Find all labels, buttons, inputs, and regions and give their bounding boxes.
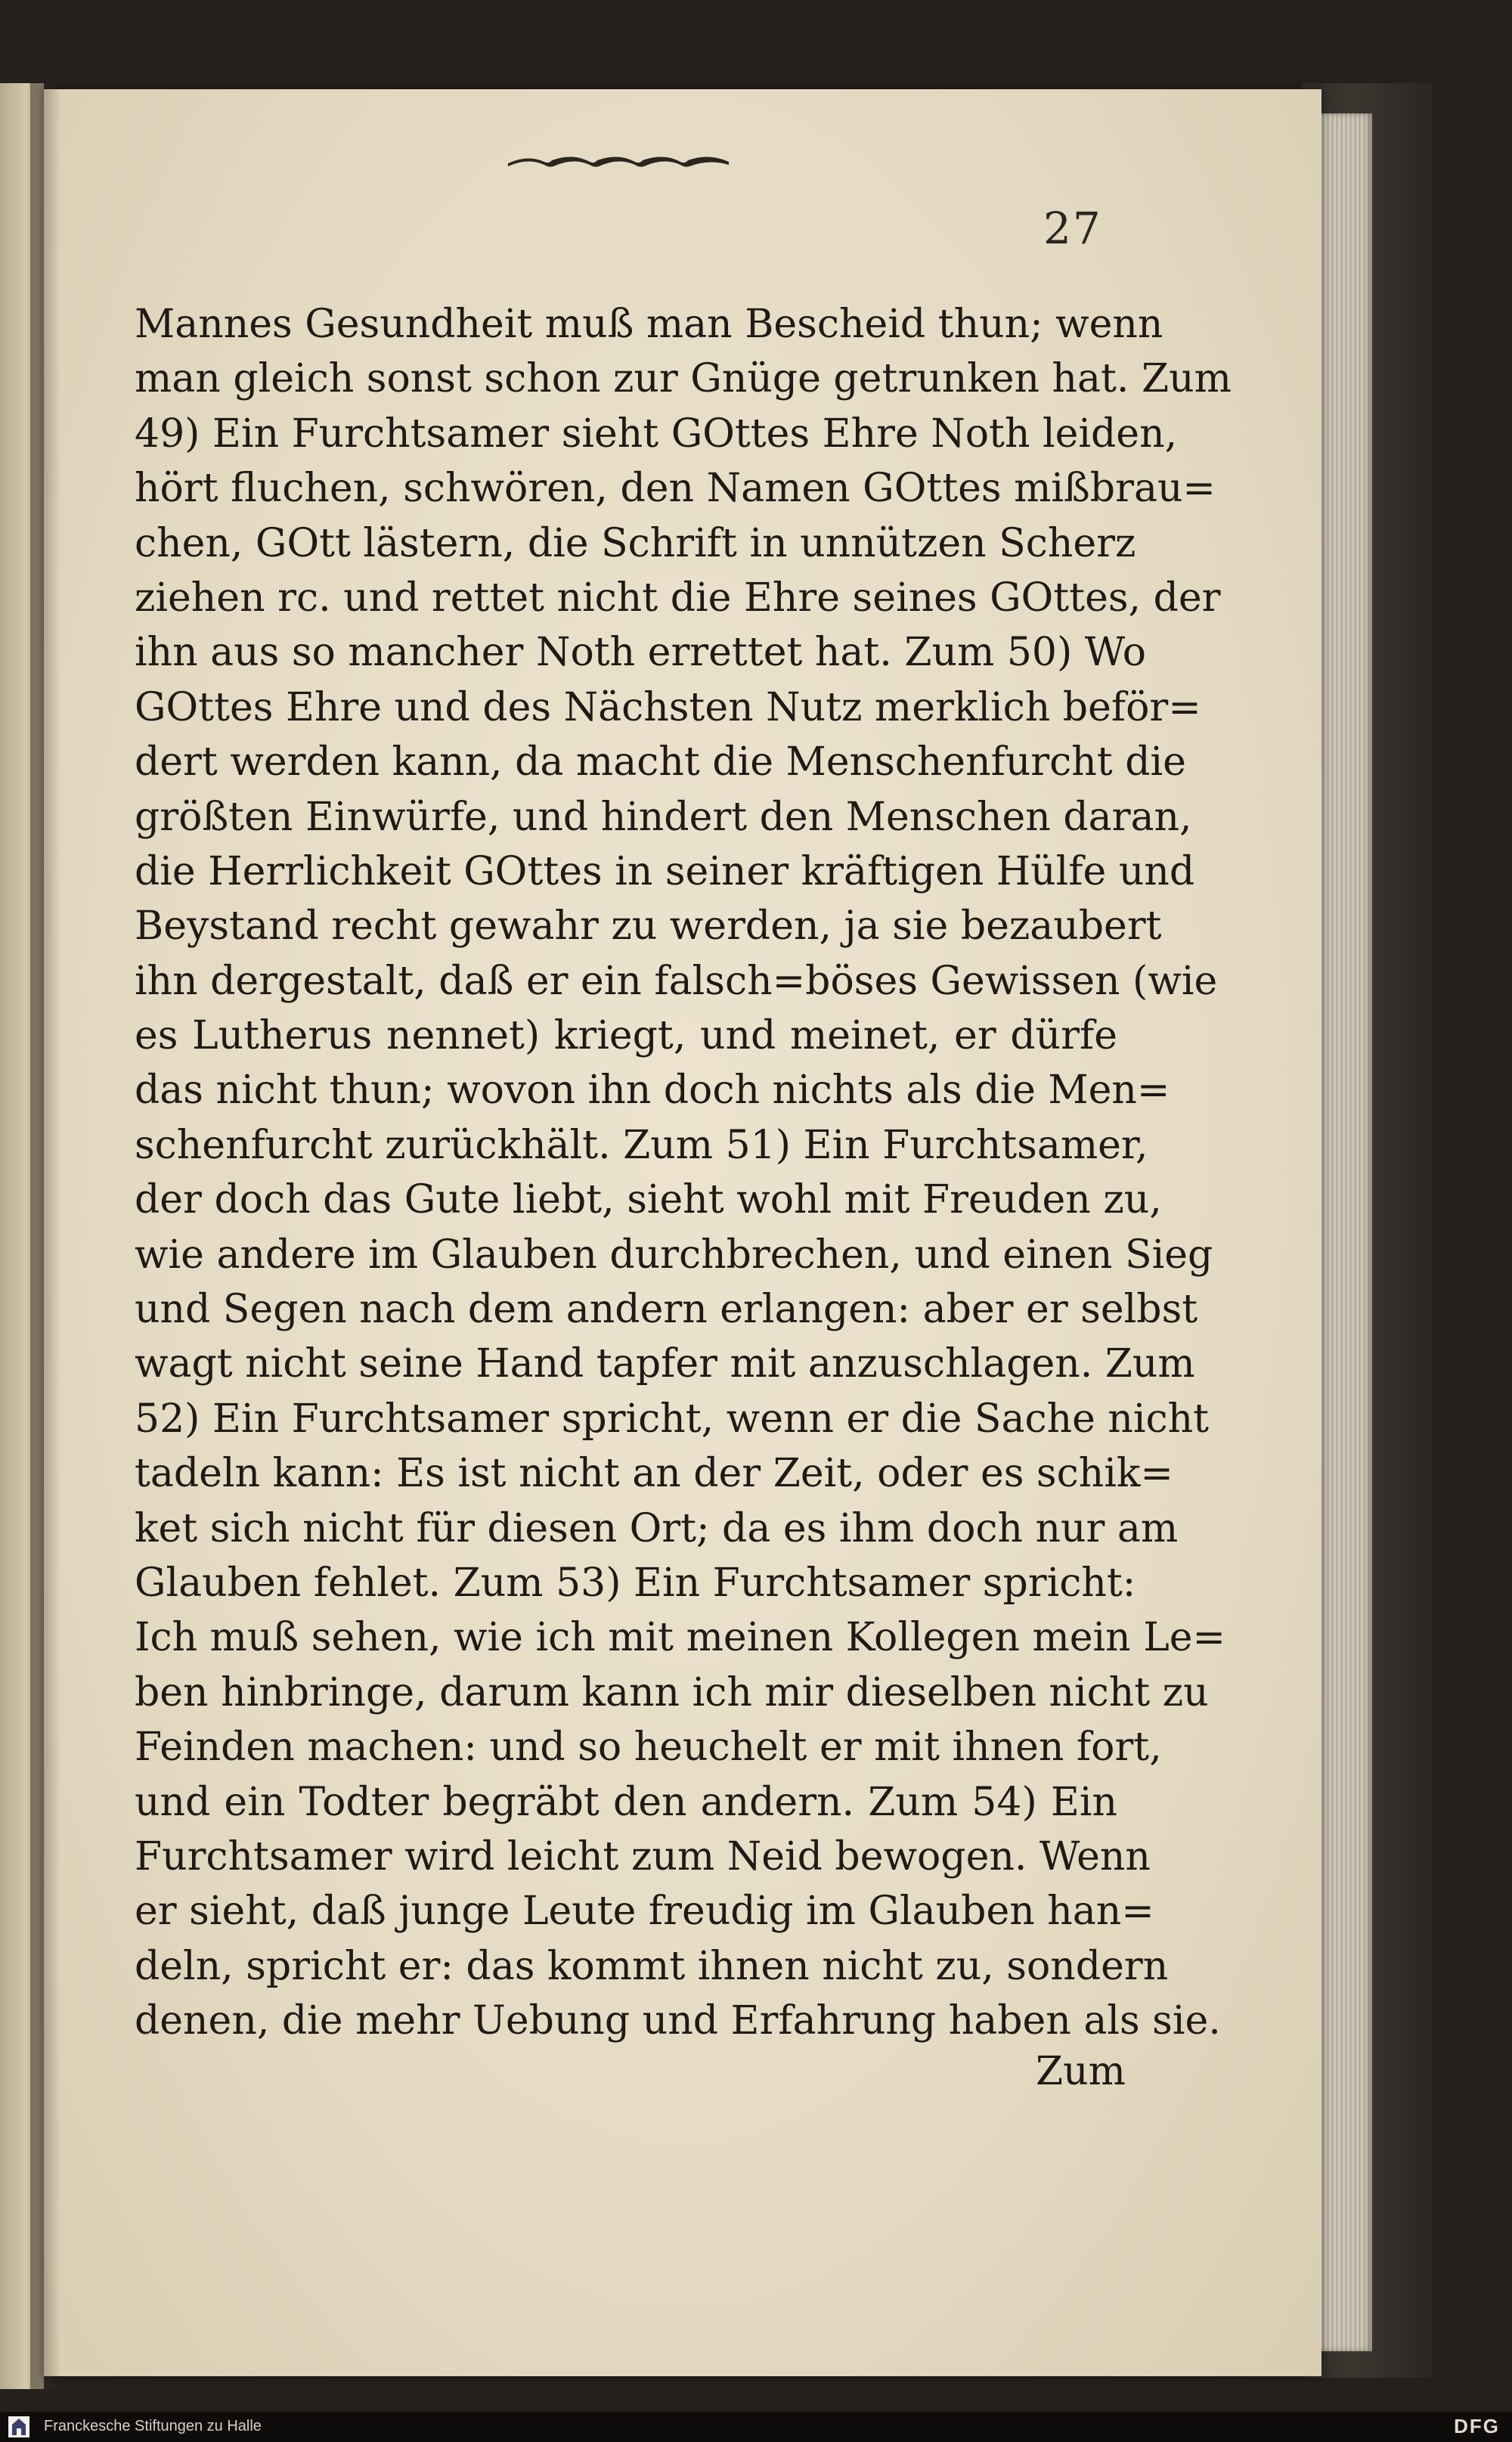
text-line: und ein Todter begräbt den andern. Zum 54) Ein	[135, 1779, 1117, 1825]
text-line: chen, GOtt lästern, die Schrift in unnützen Scherz	[135, 520, 1136, 566]
text-line: die Herrlichkeit GOttes in seiner kräftigen Hülfe und	[135, 848, 1195, 894]
text-line: 49) Ein Furchtsamer sieht GOttes Ehre Noth leiden,	[135, 411, 1178, 457]
text-line: ket sich nicht für diesen Ort; da es ihm doch nur am	[135, 1505, 1179, 1551]
text-line: man gleich sonst schon zur Gnüge getrunken hat. Zum	[135, 356, 1232, 402]
text-line: er sieht, daß junge Leute freudig im Glauben han=	[135, 1889, 1154, 1935]
text-line: deln, spricht er: das kommt ihnen nicht zu, sondern	[135, 1943, 1169, 1989]
footer-provider: DFG	[1454, 2415, 1500, 2437]
foundation-logo-icon	[8, 2416, 30, 2438]
text-line: Mannes Gesundheit muß man Bescheid thun; wenn	[135, 302, 1163, 347]
text-line: hört fluchen, schwören, den Namen GOttes mißbrau=	[135, 466, 1216, 512]
header-ornament-icon	[505, 141, 732, 178]
text-line: 52) Ein Furchtsamer spricht, wenn er die Sache nicht	[135, 1396, 1210, 1442]
text-line: Feinden machen: und so heuchelt er mit ihnen fort,	[135, 1725, 1162, 1771]
text-line: es Lutherus nennet) kriegt, und meinet, er dürfe	[135, 1013, 1117, 1059]
book-gutter	[30, 83, 60, 2389]
text-line: größten Einwürfe, und hindert den Menschen daran,	[135, 794, 1192, 840]
text-line: Ich muß sehen, wie ich mit meinen Kollegen mein Le=	[135, 1615, 1226, 1661]
text-line: ihn dergestalt, daß er ein falsch=böses Gewissen (wie	[135, 958, 1218, 1004]
page-stack-edge	[1319, 113, 1372, 2351]
text-line: wie andere im Glauben durchbrechen, und einen Sieg	[135, 1232, 1213, 1278]
text-line: tadeln kann: Es ist nicht an der Zeit, oder es schik=	[135, 1451, 1173, 1497]
text-line: ziehen rc. und rettet nicht die Ehre seines GOttes, der	[135, 575, 1221, 621]
viewer-footer	[0, 2412, 1512, 2442]
text-line: schenfurcht zurückhält. Zum 51) Ein Furchtsamer,	[135, 1122, 1148, 1168]
catchword: Zum	[1036, 2049, 1126, 2094]
text-line: wagt nicht seine Hand tapfer mit anzuschlagen. Zum	[135, 1341, 1195, 1387]
text-line: der doch das Gute liebt, sieht wohl mit Freuden zu,	[135, 1177, 1162, 1223]
text-line: dert werden kann, da macht die Menschenfurcht die	[135, 739, 1186, 786]
text-line: Furchtsamer wird leicht zum Neid bewogen. Wenn	[135, 1833, 1151, 1880]
text-line: und Segen nach dem andern erlangen: aber er selbst	[135, 1287, 1198, 1333]
body-text	[135, 297, 1232, 2049]
page-number: 27	[1043, 203, 1102, 254]
text-line: GOttes Ehre und des Nächsten Nutz merklich beför=	[135, 684, 1201, 730]
text-line: Beystand recht gewahr zu werden, ja sie bezaubert	[135, 903, 1162, 950]
footer-institution: Franckesche Stiftungen zu Halle	[44, 2418, 262, 2434]
text-line: ben hinbringe, darum kann ich mir dieselben nicht zu	[135, 1669, 1209, 1715]
text-line: Glauben fehlet. Zum 53) Ein Furchtsamer spricht:	[135, 1560, 1136, 1606]
text-line: das nicht thun; wovon ihn doch nichts als die Men=	[135, 1068, 1170, 1114]
text-line: ihn aus so mancher Noth errettet hat. Zum 50) Wo	[135, 630, 1147, 676]
text-line: denen, die mehr Uebung und Erfahrung haben als sie.	[135, 1998, 1221, 2044]
